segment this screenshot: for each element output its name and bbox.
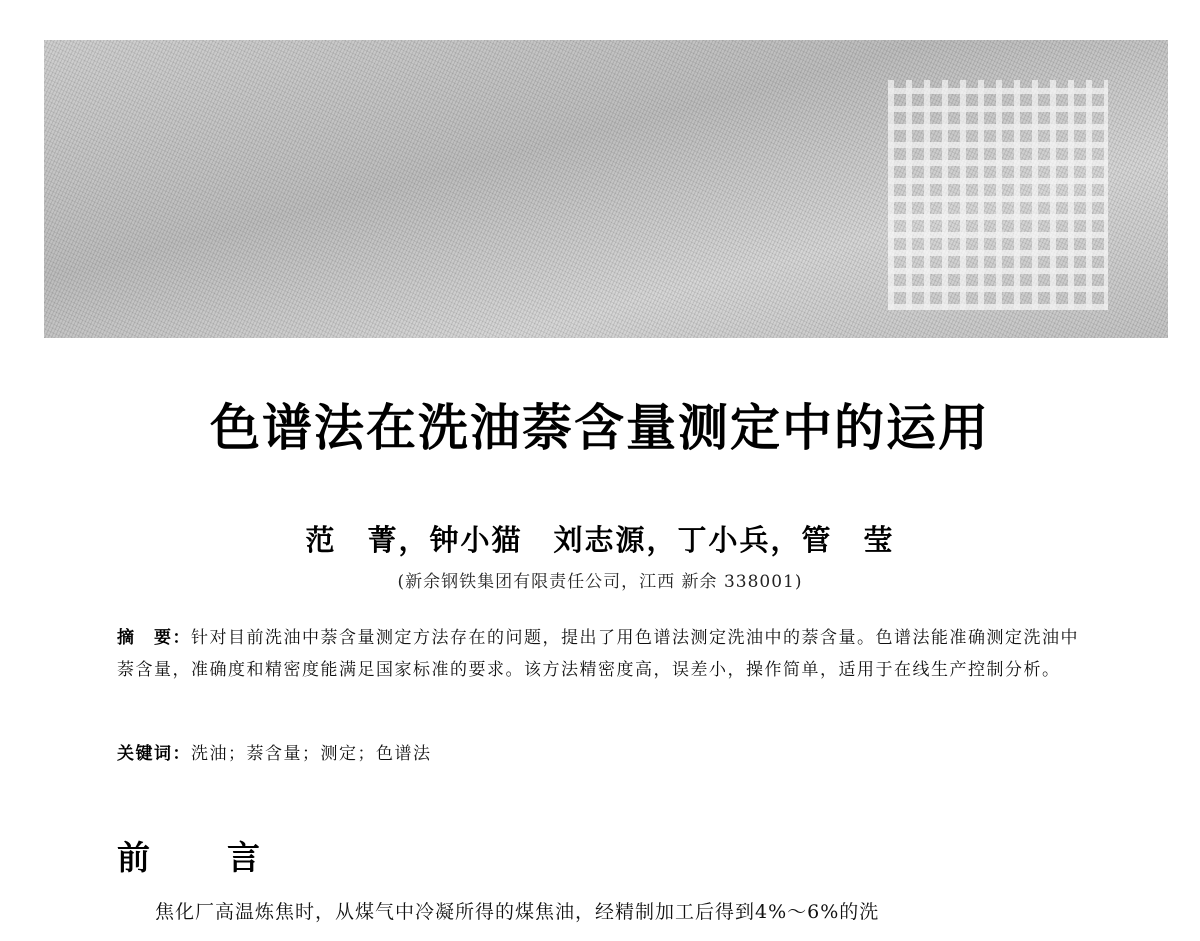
abstract-text: 针对目前洗油中萘含量测定方法存在的问题，提出了用色谱法测定洗油中的萘含量。色谱法能准确测定洗油中萘含量，准确度和精密度能满足国家标准的要求。该方法精密度高，误差小，操作简单，适用于在线生产控制分析。 — [117, 628, 1079, 680]
section-heading-introduction: 前 言 — [117, 838, 282, 877]
body-paragraph: 焦化厂高温炼焦时，从煤气中冷凝所得的煤焦油，经精制加工后得到4%～6%的洗 — [155, 901, 880, 923]
author-affiliation: (新余钢铁集团有限责任公司，江西 新余 338001) — [397, 572, 803, 592]
keywords — [117, 740, 1092, 768]
keywords-label: 关键词： — [117, 744, 191, 764]
banner-pattern — [888, 80, 1108, 310]
article-title: 色谱法在洗油萘含量测定中的运用 — [210, 399, 990, 457]
abstract-label: 摘 要： — [117, 628, 191, 648]
keywords-text: 洗油；萘含量；测定；色谱法 — [191, 744, 432, 764]
header-banner-image — [44, 40, 1168, 338]
abstract — [117, 622, 1092, 686]
author-list: 范 菁，钟小猫 刘志源，丁小兵，管 莹 — [305, 523, 895, 557]
